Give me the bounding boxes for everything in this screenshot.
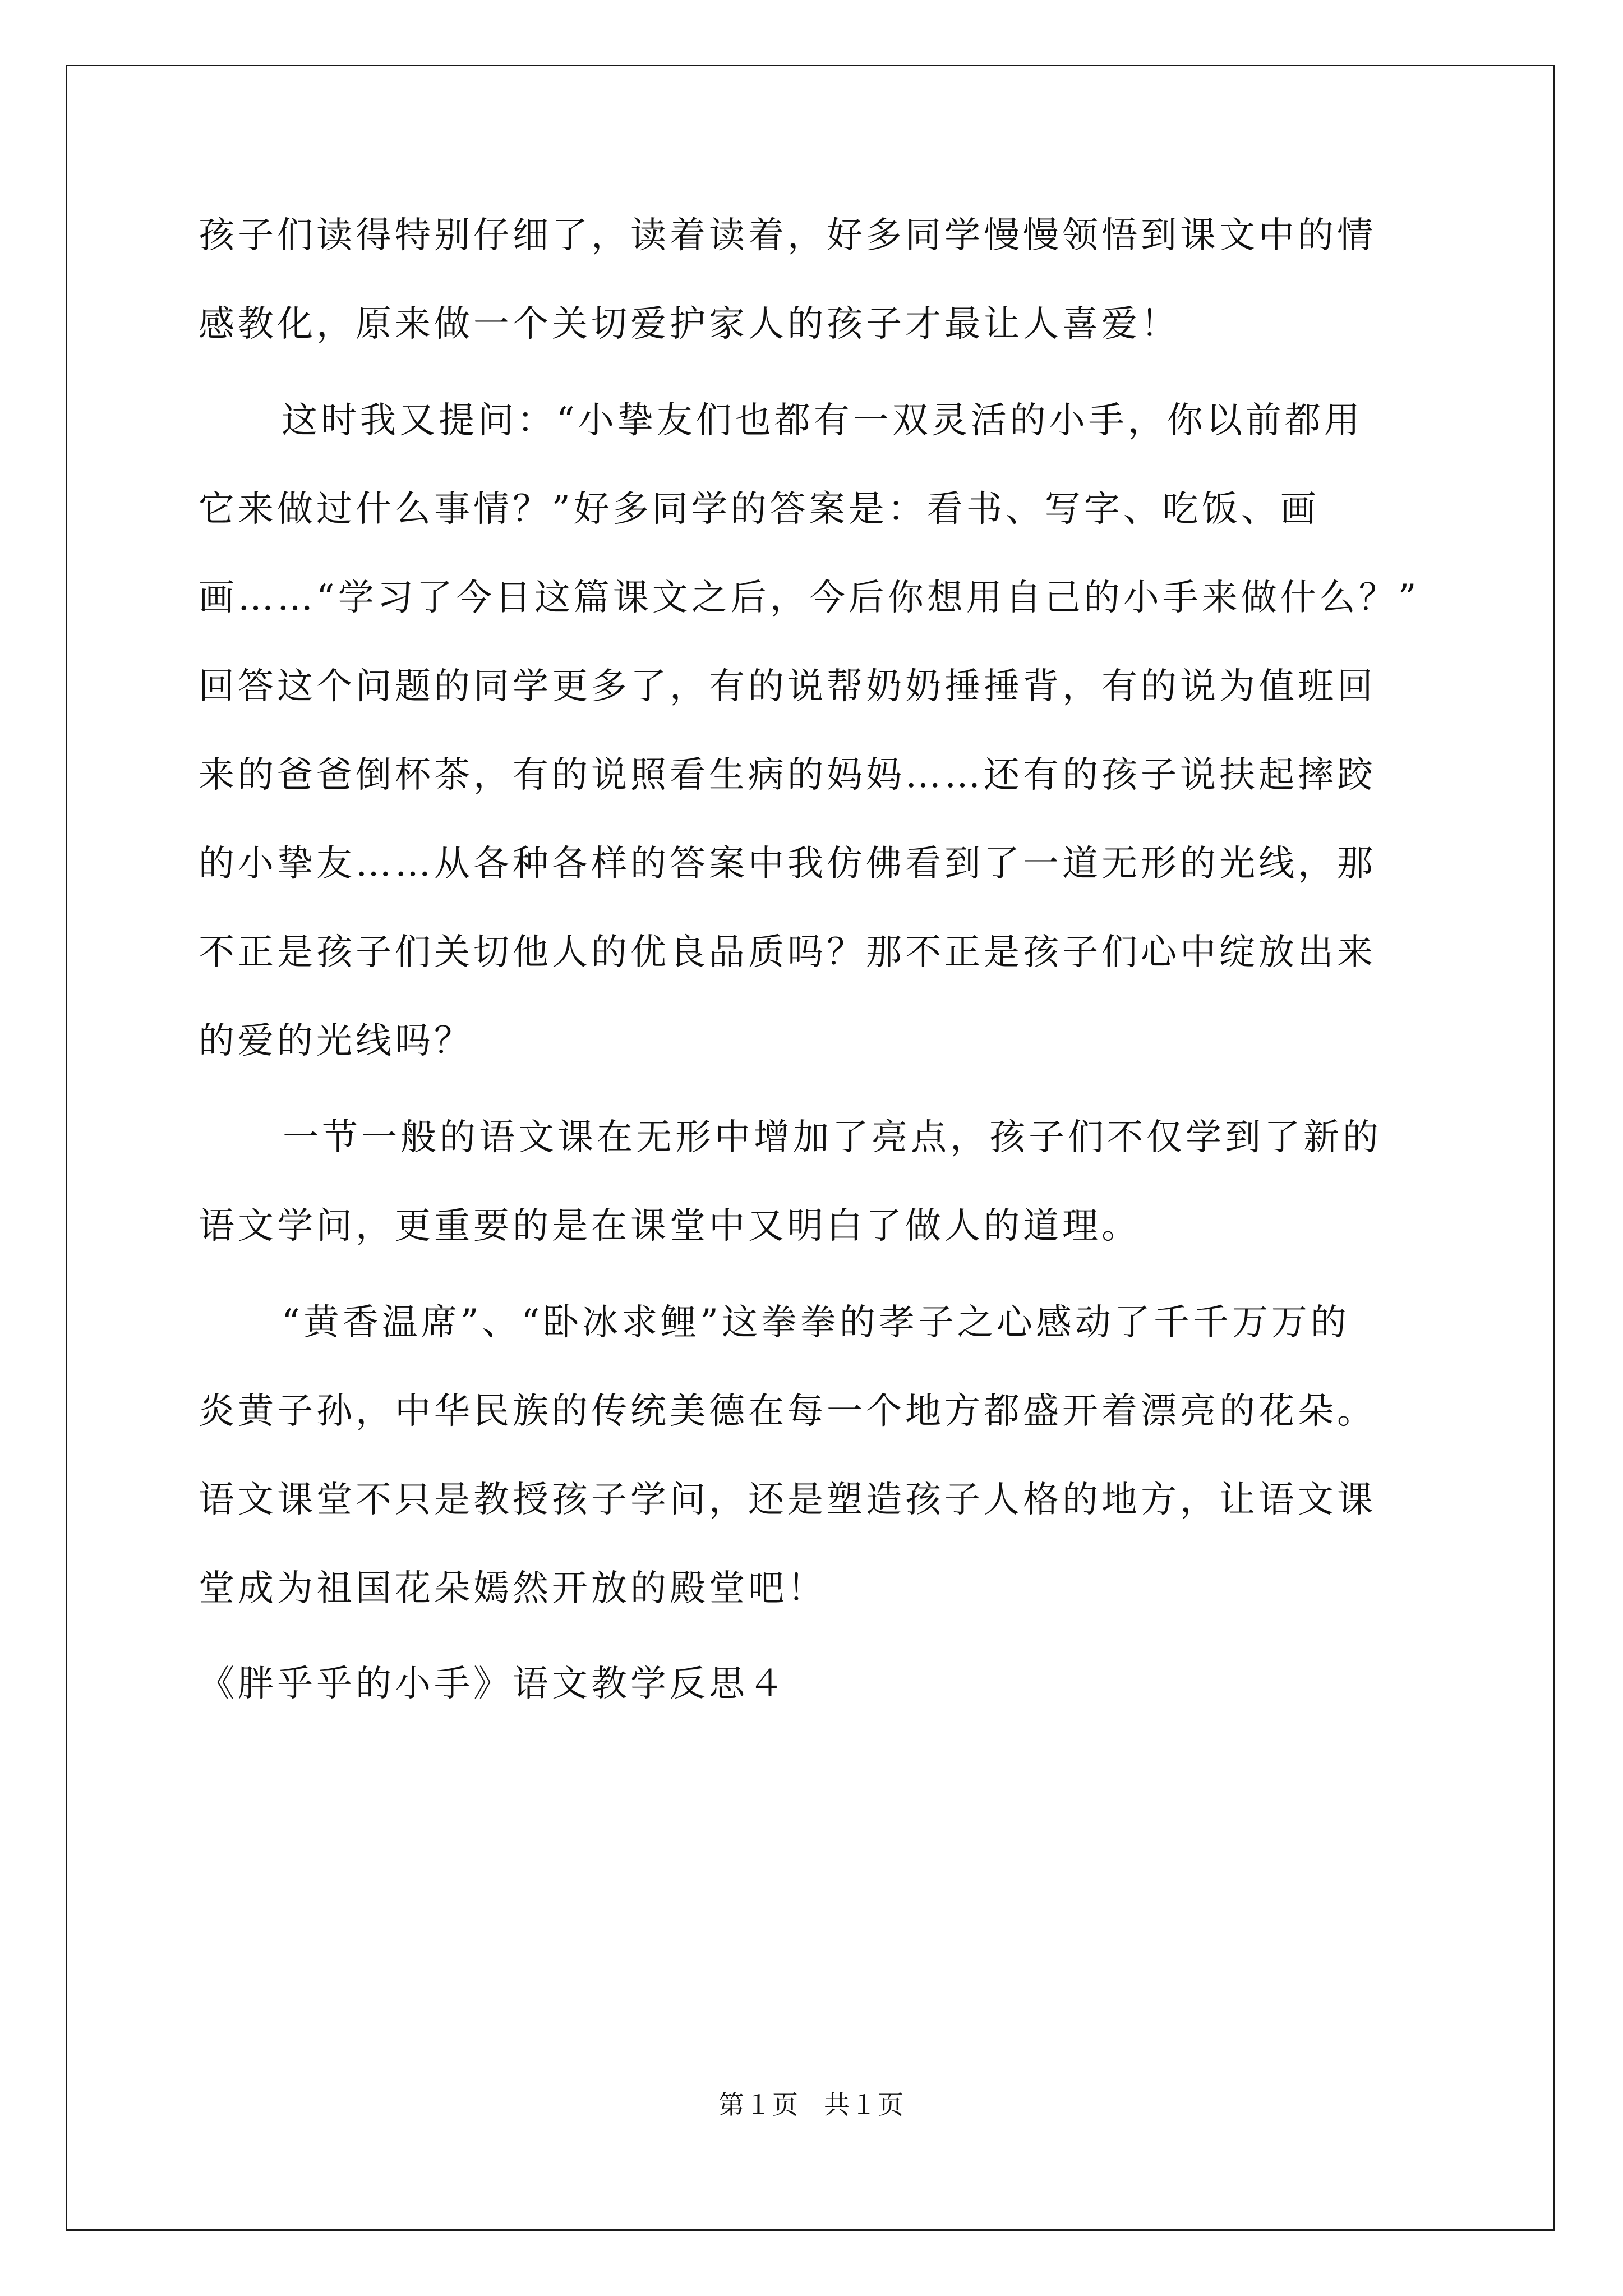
text-line: 孩子们读得特别仔细了，读着读着，好多同学慢慢领悟到课文中的情 bbox=[199, 215, 1376, 256]
text-line: 感教化，原来做一个关切爱护家人的孩子才最让人喜爱！ bbox=[199, 303, 1180, 345]
text-line: 语文学问，更重要的是在课堂中又明白了做人的道理。 bbox=[199, 1205, 1141, 1247]
text-line: 它来做过什么事情？”好多同学的答案是：看书、写字、吃饭、画 bbox=[199, 489, 1320, 530]
text-line: 回答这个问题的同学更多了，有的说帮奶奶捶捶背，有的说为值班回 bbox=[199, 666, 1376, 707]
page-total: 共１页 bbox=[824, 2090, 905, 2120]
page-footer bbox=[0, 2088, 1623, 2122]
text-line: 不正是孩子们关切他人的优良品质吗？那不正是孩子们心中绽放出来 bbox=[199, 932, 1376, 973]
text-line: 的爱的光线吗？ bbox=[199, 1020, 473, 1062]
text-line: 语文课堂不只是教授孩子学问，还是塑造孩子人格的地方，让语文课 bbox=[199, 1479, 1376, 1521]
text-line: 来的爸爸倒杯茶，有的说照看生病的妈妈……还有的孩子说扶起摔跤 bbox=[199, 754, 1376, 796]
text-line: 的小挚友……从各种各样的答案中我仿佛看到了一道无形的光线，那 bbox=[199, 843, 1376, 885]
text-line: 堂成为祖国花朵嫣然开放的殿堂吧！ bbox=[199, 1568, 827, 1609]
text-line: 一节一般的语文课在无形中增加了亮点，孩子们不仅学到了新的 bbox=[283, 1117, 1382, 1158]
text-line: 画……“学习了今日这篇课文之后，今后你想用自己的小手来做什么？” bbox=[199, 577, 1420, 619]
text-line: 炎黄子孙，中华民族的传统美德在每一个地方都盛开着漂亮的花朵。 bbox=[199, 1391, 1376, 1432]
page-number: 第１页 bbox=[718, 2090, 799, 2120]
text-line: 这时我又提问：“小挚友们也都有一双灵活的小手，你以前都用 bbox=[282, 400, 1363, 441]
text-line: “黄香温席”、“卧冰求鲤”这拳拳的孝子之心感动了千千万万的 bbox=[282, 1302, 1350, 1343]
section-heading: 《胖乎乎的小手》语文教学反思４ bbox=[199, 1663, 787, 1705]
